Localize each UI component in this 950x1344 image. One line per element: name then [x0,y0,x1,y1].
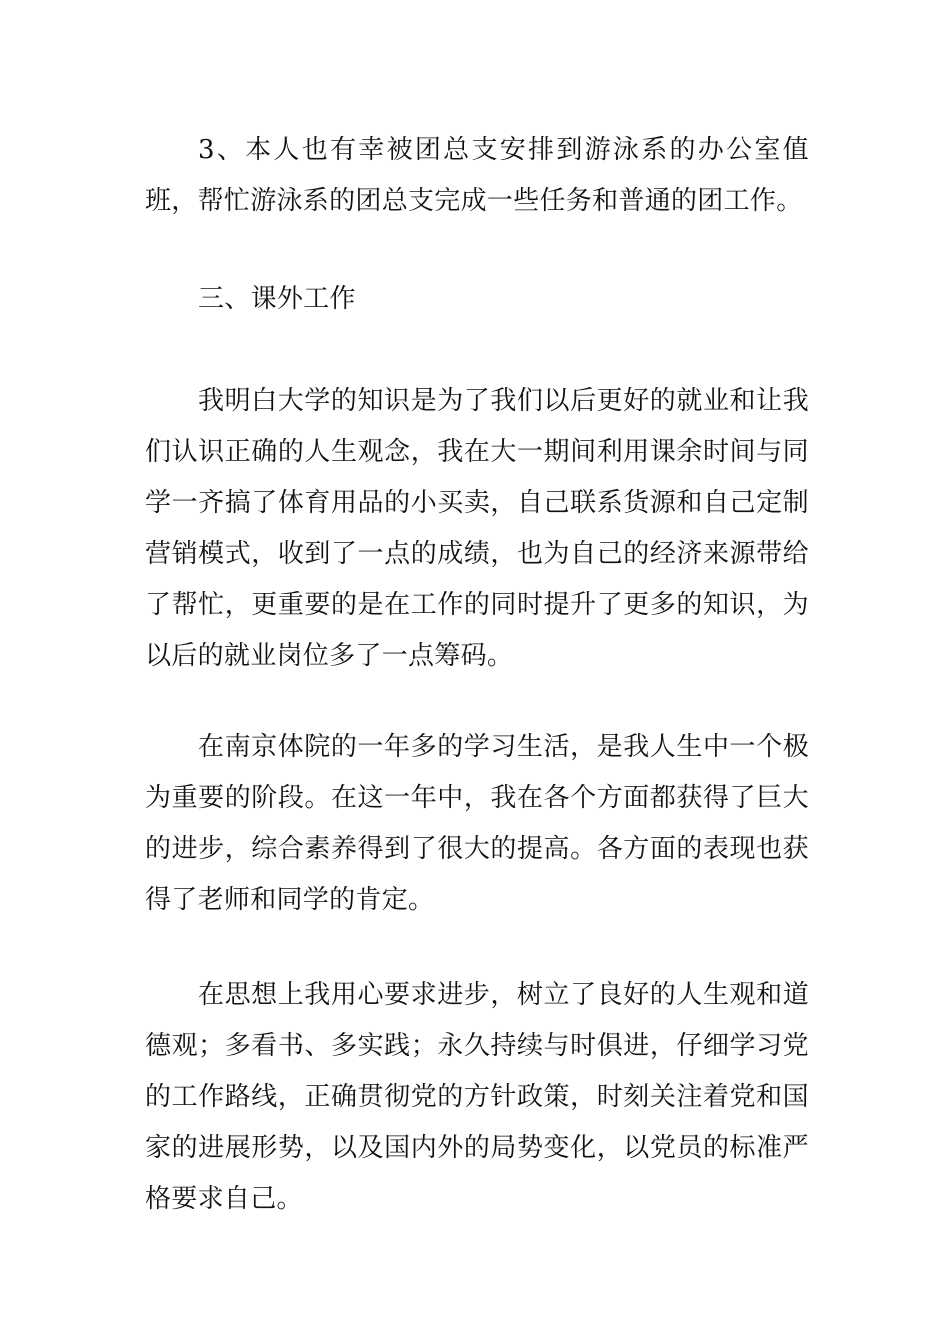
section-heading-extracurricular: 三、课外工作 [198,284,356,314]
paragraph-extracurricular-work: 我明白大学的知识是为了我们以后更好的就业和让我们认识正确的人生观念，我在大一期间利用课余时间与同学一齐搞了体育用品的小买卖，自己联系货源和自己定制营销模式，收到了一点的成绩，也为自己的经济来源带给了帮忙，更重要的是在工作的同时提升了更多的知识，为以后的就业岗位多了一点筹码。 [145,386,809,671]
paragraph-duty-office: 3、本人也有幸被团总支安排到游泳系的办公室值班，帮忙游泳系的团总支完成一些任务和普通的团工作。 [145,135,809,216]
paragraph-ideology: 在思想上我用心要求进步，树立了良好的人生观和道德观；多看书、多实践；永久持续与时俱进，仔细学习党的工作路线，正确贯彻党的方针政策，时刻关注着党和国家的进展形势，以及国内外的局势变化，以党员的标准严格要求自己。 [145,980,809,1214]
paragraph-study-life: 在南京体院的一年多的学习生活，是我人生中一个极为重要的阶段。在这一年中，我在各个方面都获得了巨大的进步，综合素养得到了很大的提高。各方面的表现也获得了老师和同学的肯定。 [145,732,809,915]
